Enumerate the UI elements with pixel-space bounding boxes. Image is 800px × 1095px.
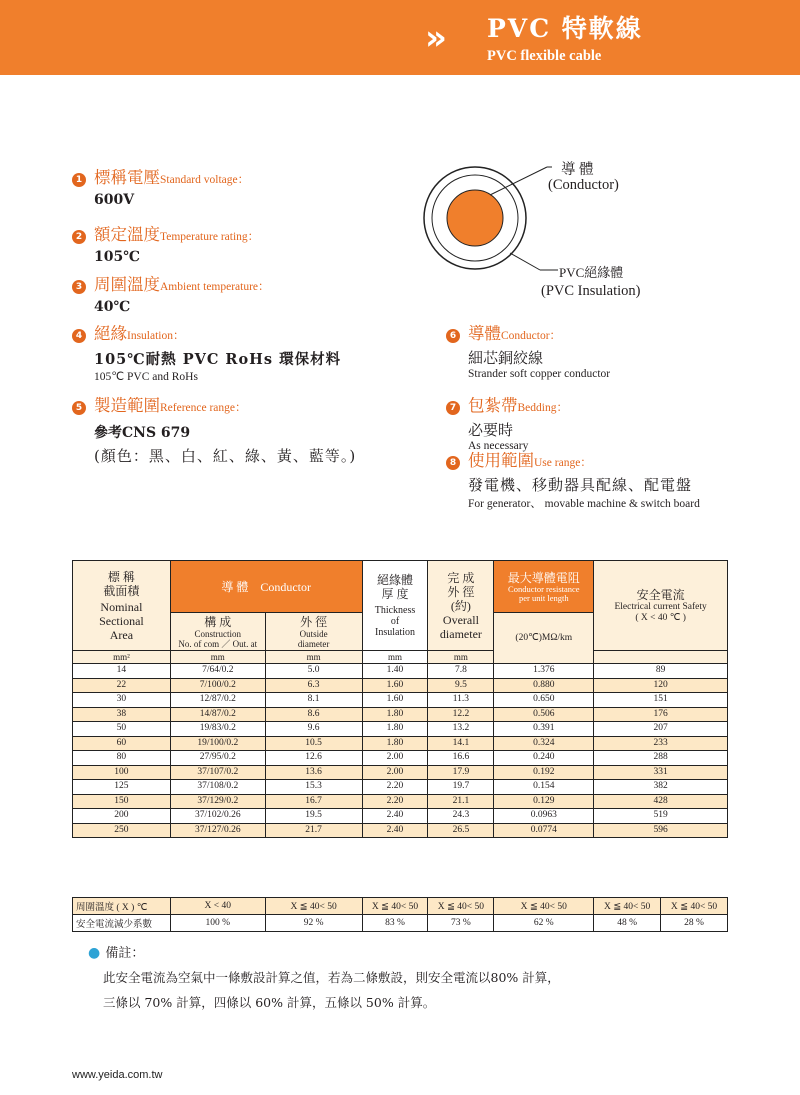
number-badge-icon: 6 [446,329,460,343]
table-cell: 0.506 [494,707,594,722]
table-cell: 6.3 [265,678,362,693]
ambient-temp-row: 周圍溫度 ( X ) ℃ X < 40 X ≦ 40< 50 X ≦ 40< 50 X ≦ 40< 50 X ≦ 40< 50 X ≦ 40< 50 X ≦ 40< 50 [73,898,728,915]
table-cell: 22 [73,678,171,693]
table-cell: 14/87/0.2 [170,707,265,722]
table-row [73,678,728,693]
table-cell: 19/100/0.2 [170,736,265,751]
header-construction: 構 成 Construction No. of com ／ Out. at [170,613,265,651]
table-cell: 1.80 [362,707,428,722]
number-badge-icon: 3 [72,280,86,294]
table-cell: 120 [594,678,728,693]
table-cell: 2.40 [362,809,428,824]
table-cell: 382 [594,780,728,795]
table-cell: 1.60 [362,693,428,708]
table-cell: 21.7 [265,823,362,838]
table-cell: 89 [594,664,728,679]
table-cell: 0.880 [494,678,594,693]
reduction-factor-row: 安全電流減少系數 100 % 92 % 83 % 73 % 62 % 48 % 28 % [73,915,728,932]
table-cell: 0.324 [494,736,594,751]
table-row [73,780,728,795]
header-conductor: 導 體 Conductor [170,561,362,613]
spec-conductor: 6 導體Conductor： 細芯銅絞線 Strander soft copper conductor [446,320,610,380]
note-heading: ● 備註： [88,945,145,961]
table-cell: 14 [73,664,171,679]
table-cell: 2.20 [362,794,428,809]
page-subtitle: PVC flexible cable [487,48,602,64]
table-cell: 16.6 [428,751,494,766]
table-cell: 1.40 [362,664,428,679]
table-cell: 1.80 [362,722,428,737]
spec-standard-voltage: 1 標稱電壓Standard voltage： 600V [72,164,249,208]
table-cell: 2.00 [362,751,428,766]
table-cell: 1.376 [494,664,594,679]
spec-bedding: 7 包紮帶Bedding： 必要時 As necessary [446,392,568,452]
table-cell: 7/64/0.2 [170,664,265,679]
table-cell: 60 [73,736,171,751]
note-line-2: 三條以 70% 計算，四條以 60% 計算，五條以 50% 計算。 [103,995,436,1010]
table-cell: 21.1 [428,794,494,809]
number-badge-icon: 2 [72,230,86,244]
table-cell: 7.8 [428,664,494,679]
table-row [73,736,728,751]
table-cell: 26.5 [428,823,494,838]
header-resistance-unit: (20℃)MΩ/km [494,613,594,664]
table-cell: 50 [73,722,171,737]
header-resistance: 最大導體電阻 Conductor resistance per unit length [494,561,594,613]
table-cell: 1.80 [362,736,428,751]
footer-url: www.yeida.com.tw [72,1069,163,1081]
diagram-conductor-zh: 導 體 [561,162,594,178]
table-cell: 37/102/0.26 [170,809,265,824]
table-cell: 16.7 [265,794,362,809]
header-banner [0,0,800,75]
number-badge-icon: 7 [446,401,460,415]
table-cell: 0.650 [494,693,594,708]
table-cell: 0.192 [494,765,594,780]
header-outside-diameter: 外 徑 Outside diameter [265,613,362,651]
table-cell: 233 [594,736,728,751]
conductor-core [447,190,503,246]
table-cell: 0.154 [494,780,594,795]
table-cell: 176 [594,707,728,722]
table-row [73,722,728,737]
spec-temperature-rating: 2 額定溫度Temperature rating： 105℃ [72,221,259,265]
table-cell: 19/83/0.2 [170,722,265,737]
table-cell: 2.20 [362,780,428,795]
table-cell: 331 [594,765,728,780]
table-cell: 11.3 [428,693,494,708]
table-cell: 207 [594,722,728,737]
insulation-leader-line [510,253,540,270]
table-row [73,693,728,708]
table-cell: 8.6 [265,707,362,722]
table-cell: 12/87/0.2 [170,693,265,708]
table-cell: 24.3 [428,809,494,824]
table-cell: 2.40 [362,823,428,838]
table-cell: 428 [594,794,728,809]
table-cell: 13.2 [428,722,494,737]
table-cell: 80 [73,751,171,766]
header-insulation-thickness: 絕緣體 厚 度 Thickness of Insulation [362,561,428,651]
table-cell: 0.129 [494,794,594,809]
double-chevron-icon: » [425,18,441,58]
diagram-conductor-en: (Conductor) [548,177,619,193]
header-safety-current: 安全電流 Electrical current Safety ( X < 40 ℃ ) [594,561,728,651]
table-cell: 0.0963 [494,809,594,824]
table-cell: 1.60 [362,678,428,693]
spec-insulation: 4 絕緣Insulation： 105℃耐熱 PVC RoHs 環保材料 105℃ PVC and RoHs [72,320,341,383]
table-cell: 519 [594,809,728,824]
table-cell: 200 [73,809,171,824]
table-cell: 37/107/0.2 [170,765,265,780]
table-cell: 13.6 [265,765,362,780]
number-badge-icon: 1 [72,173,86,187]
number-badge-icon: 8 [446,456,460,470]
table-cell: 17.9 [428,765,494,780]
note-line-1: 此安全電流為空氣中一條敷設計算之值，若為二條敷設，則安全電流以80% 計算， [103,970,560,985]
table-cell: 7/100/0.2 [170,678,265,693]
bullet-icon: ● [88,945,101,961]
table-row [73,707,728,722]
header-nominal-area: 標 稱 截面積 Nominal Sectional Area [73,561,171,651]
table-cell: 19.7 [428,780,494,795]
table-cell: 30 [73,693,171,708]
table-cell: 37/127/0.26 [170,823,265,838]
diagram-insulation-en: (PVC Insulation) [541,283,641,299]
table-cell: 0.0774 [494,823,594,838]
table-cell: 27/95/0.2 [170,751,265,766]
table-cell: 8.1 [265,693,362,708]
table-row [73,751,728,766]
table-cell: 38 [73,707,171,722]
spec-use-range: 8 使用範圍Use range： 發電機、移動器具配線、配電盤 For generator、 movable machine & switch board [446,447,700,511]
table-cell: 12.2 [428,707,494,722]
table-cell: 12.6 [265,751,362,766]
table-cell: 15.3 [265,780,362,795]
table-cell: 0.240 [494,751,594,766]
table-cell: 37/108/0.2 [170,780,265,795]
temperature-derating-table [72,897,728,932]
table-cell: 125 [73,780,171,795]
spec-ambient-temperature: 3 周圍溫度Ambient temperature： 40℃ [72,271,270,315]
table-cell: 0.391 [494,722,594,737]
table-cell: 288 [594,751,728,766]
cable-spec-table: 標 稱 截面積 Nominal Sectional Area 導 體 Conductor 絕緣體 厚 度 Thickness of Insulation 完 成 外 徑 (約) Overall diameter 最大導體電阻 Conductor resistance per unit length 安全電流 Electrical current Safety ( X < 40 ℃ ) 構 成 Construction No. of com ／ Out. at 外 徑 Outside diameter (20℃)MΩ/km mm² mm mm mm mm 14 7/64/0.2 5.0 1.40 7.8 1.376 89 22 7/100/0.2 6.3 1.60 9.5 0.880 120 30 12/87/0.2 8.1 1.60 11.3 0.650 151 38 14/87/0.2 8.6 1.80 12.2 0.506 176 50 19/83/0.2 9.6 1.80 13.2 0.391 207 60 19/100/0.2 10.5 1.80 14.1 0.324 233 80 27/95/0.2 12.6 2.00 16.6 0.240 288 100 37/107/0.2 13.6 2.00 17.9 0.192 331 125 37/108/0.2 15.3 2.20 19.7 0.154 382 150 37/129/0.2 16.7 2.20 21.1 0.129 428 200 37/102/0.26 19.5 2.40 24.3 0.0963 519 250 37/127/0.26 21.7 2.40 26.5 0.0774 596 [72,560,728,838]
table-cell: 250 [73,823,171,838]
table-cell: 9.5 [428,678,494,693]
table-row [73,823,728,838]
table-cell: 100 [73,765,171,780]
table-cell: 9.6 [265,722,362,737]
table-cell: 19.5 [265,809,362,824]
spec-reference-range: 5 製造範圍Reference range： 參考CNS 679 (顏色：黑、白、紅、綠、黃、藍等。) [72,392,356,466]
table-cell: 596 [594,823,728,838]
header-overall-diameter: 完 成 外 徑 (約) Overall diameter [428,561,494,651]
page-title: PVC 特軟線 [487,14,643,43]
table-cell: 5.0 [265,664,362,679]
table-cell: 150 [73,794,171,809]
table-cell: 10.5 [265,736,362,751]
table-cell: 151 [594,693,728,708]
table-cell: 14.1 [428,736,494,751]
table-row [73,664,728,679]
table-row [73,794,728,809]
diagram-insulation-zh: PVC絕緣體 [559,265,624,280]
table-row [73,765,728,780]
table-cell: 2.00 [362,765,428,780]
table-cell: 37/129/0.2 [170,794,265,809]
number-badge-icon: 5 [72,401,86,415]
number-badge-icon: 4 [72,329,86,343]
table-row [73,809,728,824]
